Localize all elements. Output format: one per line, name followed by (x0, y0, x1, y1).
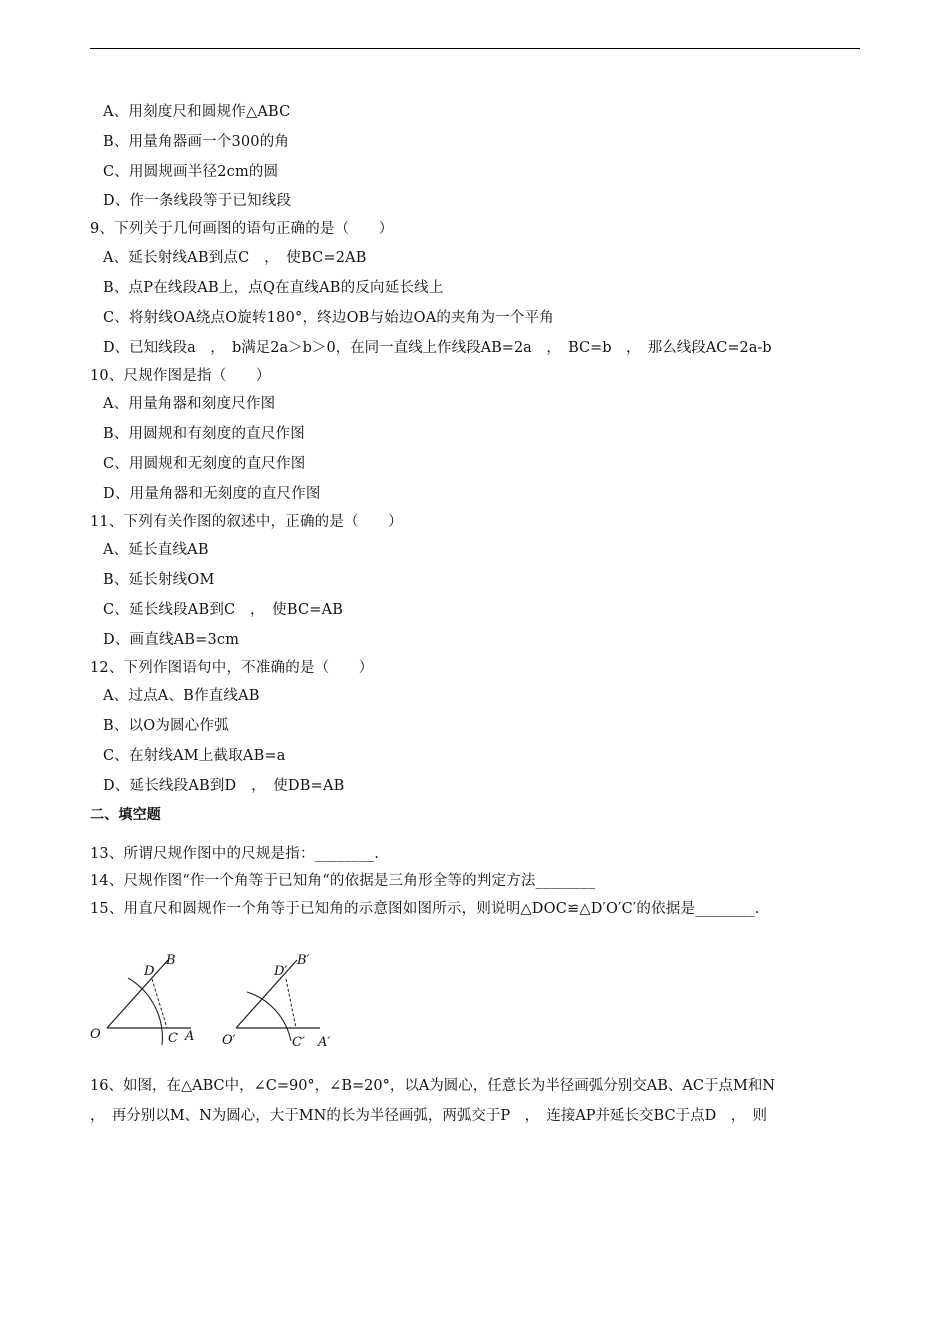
label-c-prime: C′ (292, 1035, 305, 1050)
section-title-fill-in: 二、填空题 (90, 807, 161, 823)
q12-option-d: D、延长线段AB到D ， 使DB=AB (103, 778, 345, 794)
q11-stem: 11、下列有关作图的叙述中，正确的是（ ） (90, 514, 403, 530)
label-b: B (166, 953, 176, 968)
q10-option-a: A、用量角器和刻度尺作图 (103, 396, 276, 412)
label-o: O (90, 1027, 101, 1042)
q8-option-a: A、用刻度尺和圆规作△ABC (103, 104, 291, 120)
q11-option-a: A、延长直线AB (103, 542, 209, 558)
q11-option-c: C、延长线段AB到C ， 使BC=AB (103, 602, 344, 618)
label-b-prime: B′ (297, 953, 310, 968)
label-a-prime: A′ (318, 1035, 331, 1050)
arc-right (247, 992, 291, 1041)
header-rule (90, 48, 860, 49)
q12-option-c: C、在射线AM上截取AB=a (103, 748, 286, 764)
q16-line-2: ， 再分别以M、N为圆心，大于MN的长为半径画弧，两弧交于P ， 连接AP并延长交BC于点D ， 则 (90, 1108, 767, 1124)
label-o-prime: O′ (222, 1033, 236, 1048)
arc-left (128, 978, 162, 1045)
label-a: A (185, 1029, 195, 1044)
segment-dc-dashed (152, 979, 167, 1028)
q10-stem: 10、尺规作图是指（ ） (90, 368, 271, 384)
q13: 13、所谓尺规作图中的尺规是指：________. (90, 846, 380, 862)
q14: 14、尺规作图“作一个角等于已知角“的依据是三角形全等的判定方法________ (90, 873, 596, 889)
label-c: C (168, 1031, 178, 1046)
q8-option-d: D、作一条线段等于已知线段 (103, 193, 292, 209)
ray-ob (107, 960, 168, 1028)
q12-stem: 12、下列作图语句中，不准确的是（ ） (90, 660, 374, 676)
q15: 15、用直尺和圆规作一个角等于已知角的示意图如图所示，则说明△DOC≌△D′O′C′的依据是________. (90, 901, 760, 917)
q11-option-b: B、延长射线OM (103, 572, 215, 588)
q12-option-b: B、以O为圆心作弧 (103, 718, 229, 734)
segment-d-prime-c-prime-dashed (286, 979, 296, 1028)
q9-option-d: D、已知线段a ， b满足2a＞b＞0，在同一直线上作线段AB=2a ， BC=b ， 那么线段AC=2a-b (103, 340, 772, 356)
q12-option-a: A、过点A、B作直线AB (103, 688, 260, 704)
q16-line-1: 16、如图，在△ABC中，∠C=90°，∠B=20°，以A为圆心，任意长为半径画弧分别交AB、AC于点M和N (90, 1078, 776, 1094)
q8-option-b: B、用量角器画一个300的角 (103, 134, 290, 150)
label-d-prime: D′ (274, 964, 288, 979)
q9-option-a: A、延长射线AB到点C ， 使BC=2AB (103, 250, 367, 266)
q10-option-c: C、用圆规和无刻度的直尺作图 (103, 456, 306, 472)
q11-option-d: D、画直线AB=3cm (103, 632, 240, 648)
angle-construction-figure (88, 948, 348, 1053)
label-d: D (144, 964, 155, 979)
q10-option-d: D、用量角器和无刻度的直尺作图 (103, 486, 321, 502)
q9-stem: 9、下列关于几何画图的语句正确的是（ ） (90, 221, 394, 237)
q8-option-c: C、用圆规画半径2cm的圆 (103, 164, 279, 180)
q10-option-b: B、用圆规和有刻度的直尺作图 (103, 426, 305, 442)
ray-o-prime-b-prime (236, 960, 297, 1028)
q9-option-c: C、将射线OA绕点O旋转180°，终边OB与始边OA的夹角为一个平角 (103, 310, 554, 326)
q9-option-b: B、点P在线段AB上，点Q在直线AB的反向延长线上 (103, 280, 444, 296)
figure-right (222, 953, 330, 1050)
figure-left (90, 953, 194, 1046)
